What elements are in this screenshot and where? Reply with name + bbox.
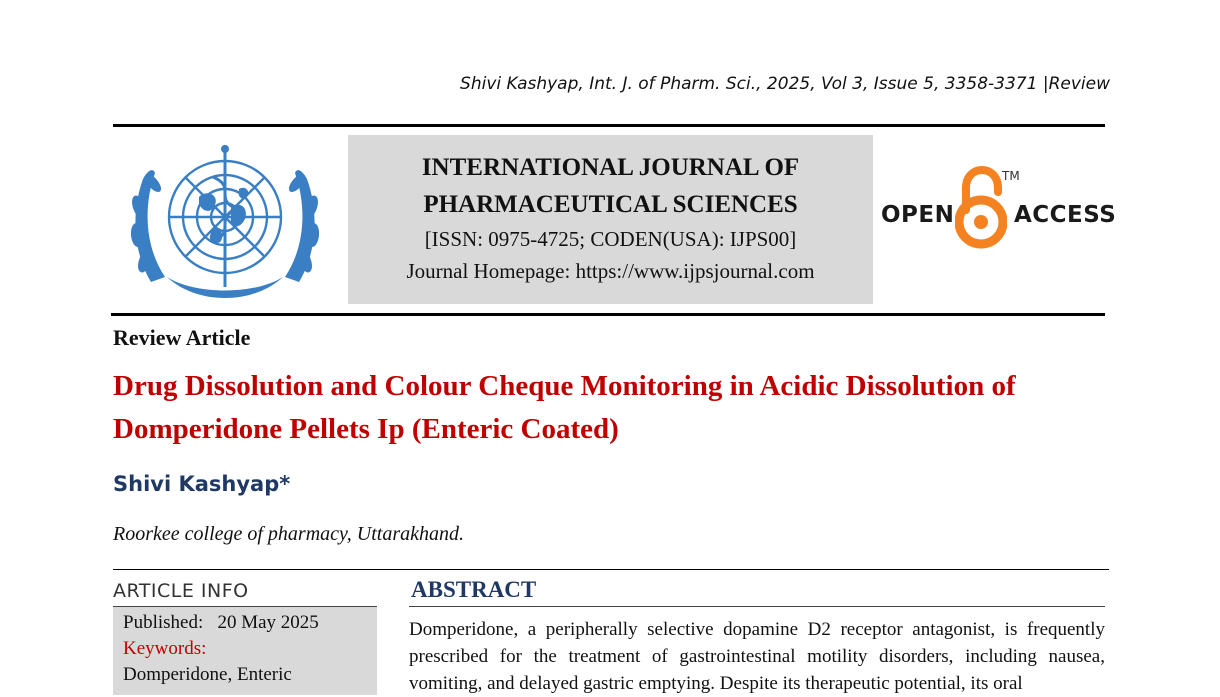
section-divider [113,569,1109,570]
open-access-access-text: ACCESS [1014,202,1117,228]
abstract-heading: ABSTRACT [411,577,537,602]
abstract-rule [409,606,1105,607]
journal-issn: [ISSN: 0975-4725; CODEN(USA): IJPS00] [424,227,797,251]
author-name: Shivi Kashyap* [113,472,291,496]
author-affiliation: Roorkee college of pharmacy, Uttarakhand. [113,523,465,545]
keywords-label: Keywords: [123,638,207,659]
published-label: Published: [123,612,204,633]
keywords-value: Domperidone, Enteric [123,664,292,685]
header-rule-top [113,124,1105,127]
journal-homepage-link[interactable]: Journal Homepage: https://www.ijpsjournal.com [406,259,815,283]
open-access-lock-icon [955,166,1007,250]
published-row [123,612,319,634]
article-title: Drug Dissolution and Colour Cheque Monitoring in Acidic Dissolution of Domperidone Pellets Ip (Enteric Coated) [113,370,1016,445]
article-type: Review Article [113,325,251,350]
citation-line: Shivi Kashyap, Int. J. of Pharm. Sci., 2025, Vol 3, Issue 5, 3358-3371 |Review [460,74,1110,94]
abstract-text: Domperidone, a peripherally selective dopamine D2 receptor antagonist, is frequently prescribed for the treatment of gastrointestinal motility disorders, including nausea, vomiting, and delayed gastric emptying. Despite its therapeutic potential, its oral [409,619,1105,694]
emblem-logo [127,137,323,305]
journal-header-box [348,135,873,304]
journal-title-line2: PHARMACEUTICAL SCIENCES [423,191,798,218]
open-access-open-text: OPEN [881,202,955,228]
article-info-heading: ARTICLE INFO [113,580,249,602]
header-rule-bottom [111,313,1105,316]
trademark-mark: TM [1002,169,1020,183]
published-date: 20 May 2025 [217,612,319,633]
journal-title-line1: INTERNATIONAL JOURNAL OF [421,154,800,181]
